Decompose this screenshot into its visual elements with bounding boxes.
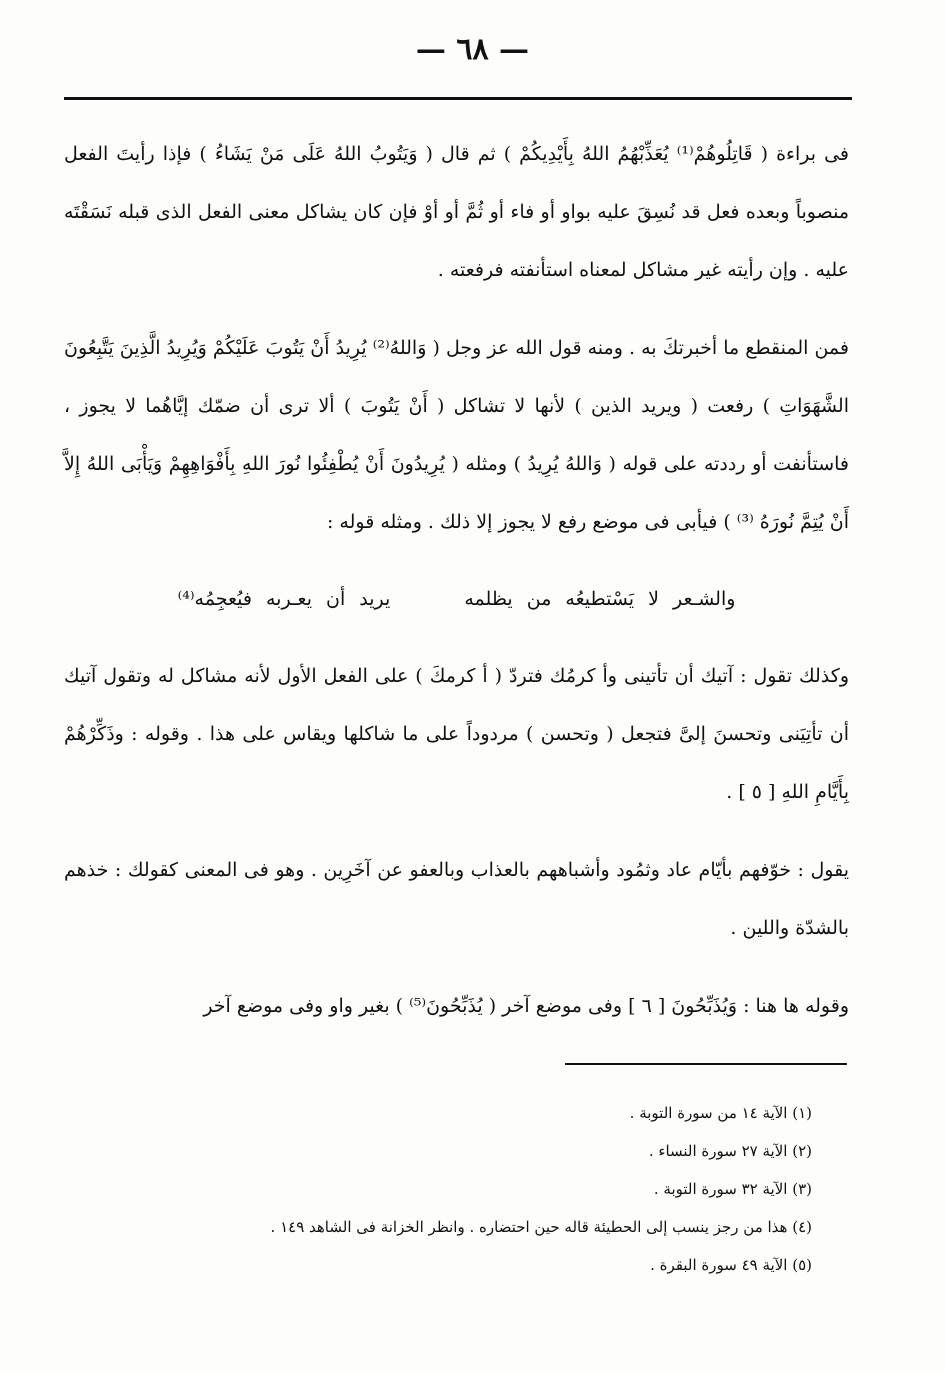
footnotes: [64, 1094, 812, 1284]
footnote: (٥) الآية ٤٩ سورة البقرة .: [650, 1256, 812, 1274]
paragraph: فمن المنقطع ما أخبرتكَ به . ومنه قول الله عز وجل ( وَاللهُ⁽²⁾ يُرِيدُ أَنْ يَتُوبَ عَلَيْكُمْ وَيُرِيدُ الَّذِينَ يَتَّبِعُونَ الشَّهَوَاتِ ) رفعت ( ويريد الذين ) لأنها لا تشاكل ( أَنْ يَتُوبَ ) ألا ترى أن ضمّك إيَّاهُما لا يجوز ، فاستأنفت أو رددته على قوله ( وَاللهُ يُرِيدُ ) ومثله ( يُرِيدُونَ أَنْ يُطْفِئُوا نُورَ اللهِ بِأَفْوَاهِهِمْ وَيَأْبَى اللهُ إِلاَّ أَنْ يُتِمَّ نُورَهُ ⁽³⁾ ) فيأبى فى موضع رفع لا يجوز إلا ذلك . ومثله قوله :: [64, 337, 849, 533]
paragraph: وقوله ها هنا : وَيُذَبِّحُونَ [ ٦ ] وفى موضع آخر ( يُذَبِّحُونَ⁽⁵⁾ ) بغير واو وفى موضع آخر: [203, 995, 849, 1017]
main-text: [64, 125, 849, 1035]
footnote: (٢) الآية ٢٧ سورة النساء .: [648, 1142, 812, 1160]
poetry-verse: [64, 571, 849, 627]
paragraph: يقول : خوّفهم بأيّام عاد وثمُود وأشباههم بالعذاب وبالعفو عن آخَرِين . وهو فى المعنى كقولك : خذهم بالشدّة واللين .: [64, 859, 849, 939]
paragraph: فى براءة ( قَاتِلُوهُمْ⁽¹⁾ يُعَذِّبْهُمُ اللهُ بِأَيْدِيكُمْ ) ثم قال ( وَيَتُوبُ اللهُ عَلَى مَنْ يَشَاءُ ) فإذا رأيتَ الفعل منصوباً وبعده فعل قد نُسِقَ عليه بواو أو فاء أو ثُمَّ أو أوْ فإن كان يشاكل معنى الفعل الذى قبله نَسَقْتَه عليه . وإن رأيته غير مشاكل لمعناه استأنفته فرفعته .: [64, 143, 849, 281]
verse-first-half: والشـعر لا يَسْتطيعُه من يظلمه: [464, 588, 736, 610]
page-number: — ٦٨ —: [415, 32, 530, 67]
header-rule: [64, 97, 852, 100]
footnote: (١) الآية ١٤ من سورة التوبة .: [629, 1104, 812, 1122]
footnote: (٣) الآية ٣٢ سورة التوبة .: [653, 1180, 812, 1198]
verse-second-half: يريد أن يعـربه فيُعجِمُه⁽⁴⁾: [177, 588, 391, 610]
footnote-rule: [565, 1063, 847, 1065]
paragraph: وكذلك تقول : آتيك أن تأتينى وأ كرمُك فتردّ ( أ كرمكَ ) على الفعل الأول لأنه مشاكل له وتقول آتيك أن تأتِيَنى وتحسنَ إلىَّ فتجعل ( وتحسن ) مردوداً على ما شاكلها ويقاس على هذا . وقوله : وذَكِّرْهُمْ بِأَيَّامِ اللهِ [ ٥ ] .: [64, 665, 849, 803]
footnote: (٤) هذا من رجز ينسب إلى الحطيئة قاله حين احتضاره . وانظر الخزانة فى الشاهد ١٤٩ .: [270, 1218, 812, 1236]
